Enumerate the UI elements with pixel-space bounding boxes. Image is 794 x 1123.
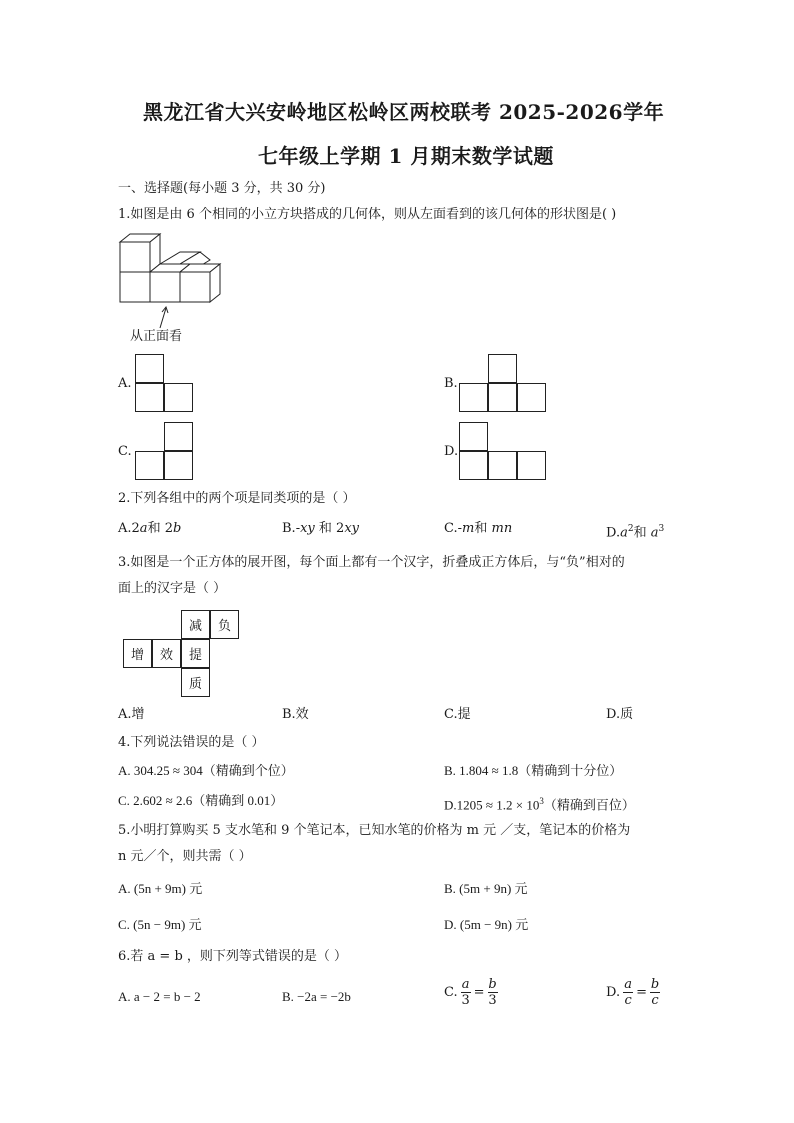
net-cell-fu: 负	[210, 610, 239, 639]
section-heading: 一、选择题(每小题 3 分，共 30 分)	[118, 181, 326, 196]
q4-option-c[interactable]: C. 2.602 ≈ 2.6（精确到 0.01）	[118, 793, 284, 808]
net-cell-zeng: 增	[123, 639, 152, 668]
option-d-label[interactable]: D.	[444, 444, 459, 459]
page-title-line2: 七年级上学期 1 月期末数学试题	[258, 144, 554, 168]
q6-option-c[interactable]: C. $\frac{a}{3}$ = $\frac{b}{3}$	[444, 977, 497, 1008]
q2-option-d[interactable]: $D.a^2$和 $a^3$	[606, 524, 665, 541]
question-5-text-line2: n 元／个，则共需（ ）	[118, 849, 252, 864]
q4-option-a[interactable]: A. 304.25 ≈ 304（精确到个位）	[118, 763, 294, 778]
front-view-label: 从正面看	[130, 329, 183, 344]
question-1-text: 1.如图是由 6 个相同的小立方块搭成的几何体，则从左面看到的该几何体的形状图是( )	[118, 207, 617, 222]
net-cell-ti: 提	[181, 639, 210, 668]
question-4-text: 4.下列说法错误的是（ ）	[118, 735, 265, 750]
page-title-line1: 黑龙江省大兴安岭地区松岭区两校联考 2025-2026学年	[143, 100, 665, 124]
q2-option-b[interactable]: B.-xy 和 2xy	[282, 521, 359, 536]
option-b-label[interactable]: B.	[444, 376, 458, 391]
net-cell-zhi: 质	[181, 668, 210, 697]
option-a-label[interactable]: A.	[118, 376, 132, 391]
q4-option-b[interactable]: B. 1.804 ≈ 1.8（精确到十分位）	[444, 763, 623, 778]
q6-option-d[interactable]: D. $\frac{a}{c}$ = $\frac{b}{c}$	[606, 977, 660, 1008]
q5-option-a[interactable]: A. (5n + 9m) 元	[118, 881, 203, 896]
q3-option-c[interactable]: C.提	[444, 707, 471, 722]
q2-option-c[interactable]: C.-m和 mn	[444, 521, 513, 536]
q3-option-d[interactable]: D.质	[606, 707, 634, 722]
q6-option-a[interactable]: A. a − 2 = b − 2	[118, 989, 201, 1004]
question-5-text-line1: 5.小明打算购买 5 支水笔和 9 个笔记本，已知水笔的价格为 m 元 ／支，笔记本的价格为	[118, 823, 631, 838]
cube-solid-figure	[118, 230, 228, 330]
question-2-text: 2.下列各组中的两个项是同类项的是（ ）	[118, 491, 356, 506]
q6-option-b[interactable]: B. −2a = −2b	[282, 989, 351, 1004]
q5-option-d[interactable]: D. (5m − 9n) 元	[444, 917, 529, 932]
q3-option-b[interactable]: B.效	[282, 707, 309, 722]
q3-option-a[interactable]: A.增	[118, 707, 145, 722]
option-c-label[interactable]: C.	[118, 444, 132, 459]
question-6-text: 6.若 a = b ，则下列等式错误的是（ ）	[118, 949, 348, 964]
q5-option-c[interactable]: C. (5n − 9m) 元	[118, 917, 202, 932]
question-3-text-line1: 3.如图是一个正方体的展开图，每个面上都有一个汉字，折叠成正方体后，与“负”相对的	[118, 555, 625, 570]
net-cell-jian: 减	[181, 610, 210, 639]
q4-option-d[interactable]: $D.1205 \approx 1.2 \times 10^3$（精确到百位）	[444, 796, 635, 813]
question-3-text-line2: 面上的汉字是（ ）	[118, 581, 227, 596]
q2-option-a[interactable]: A.2a和 2b	[118, 521, 182, 536]
q5-option-b[interactable]: B. (5m + 9n) 元	[444, 881, 528, 896]
net-cell-xiao: 效	[152, 639, 181, 668]
